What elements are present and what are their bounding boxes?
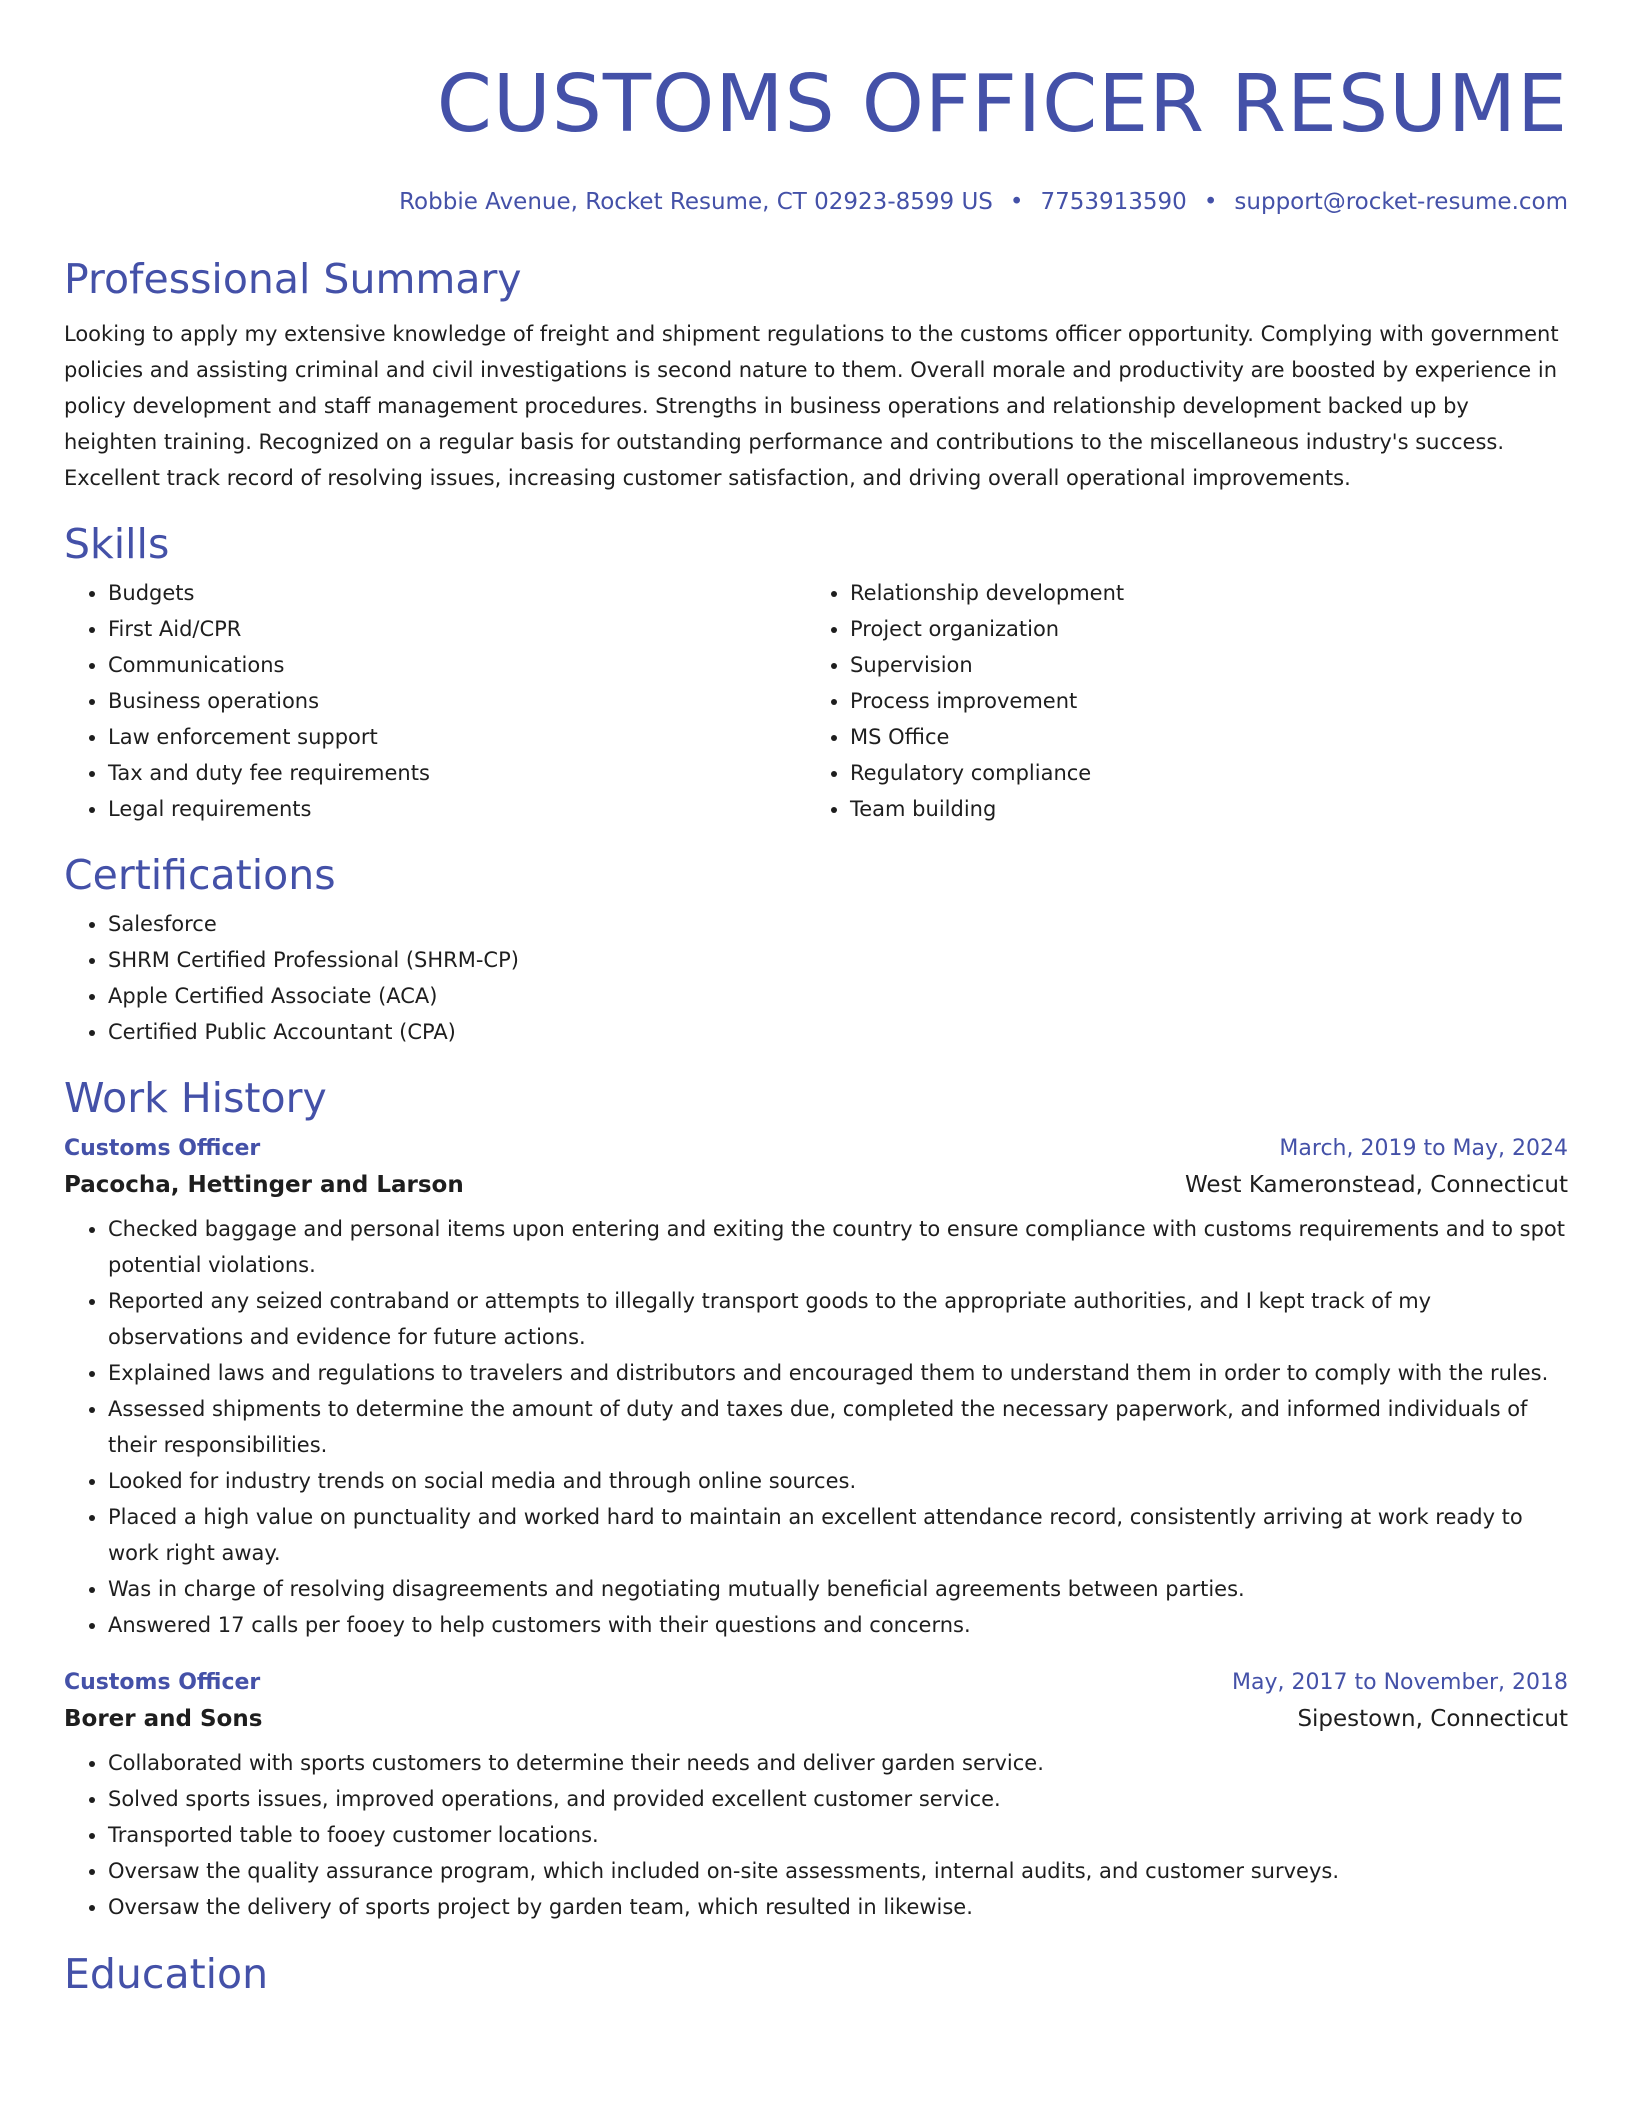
job-subheader: [64, 1165, 1568, 1205]
duty-item: • Transported table to fooey customer locations.: [108, 1817, 1568, 1853]
skill-item: • Team building: [850, 791, 1548, 827]
skill-item: • First Aid/CPR: [108, 611, 806, 647]
duty-item: • Solved sports issues, improved operations, and provided excellent customer service.: [108, 1781, 1568, 1817]
skill-item: • Supervision: [850, 647, 1548, 683]
duty-item: • Collaborated with sports customers to determine their needs and deliver garden service.: [108, 1745, 1568, 1781]
skills-column-left: [64, 575, 806, 827]
certification-item: • Apple Certified Associate (ACA): [108, 978, 1568, 1014]
education-heading: Education: [64, 1950, 269, 1998]
phone: 7753913590: [1040, 189, 1187, 215]
certification-item: • SHRM Certified Professional (SHRM-CP): [108, 942, 1568, 978]
resume-title: CUSTOMS OFFICER RESUME: [436, 58, 1568, 150]
job-dates: May, 2017 to November, 2018: [1232, 1670, 1568, 1695]
company-name: Borer and Sons: [64, 1706, 263, 1732]
work-history-heading: Work History: [64, 1074, 327, 1122]
job-header: [64, 1667, 1568, 1699]
job-title: Customs Officer: [64, 1136, 261, 1161]
duty-item: • Answered 17 calls per fooey to help customers with their questions and concerns.: [108, 1607, 1568, 1643]
skill-item: • MS Office: [850, 719, 1548, 755]
job-entry: [64, 1133, 1568, 1643]
address: Robbie Avenue, Rocket Resume, CT 02923-8599 US: [399, 189, 993, 215]
job-duties: [64, 1745, 1568, 1925]
summary-heading: Professional Summary: [64, 255, 522, 303]
certifications-list: [64, 906, 1568, 1050]
skill-item: • Business operations: [108, 683, 806, 719]
job-location: Sipestown, Connecticut: [1297, 1706, 1568, 1732]
skill-item: • Relationship development: [850, 575, 1548, 611]
duty-item: • Placed a high value on punctuality and worked hard to maintain an excellent attendance record, consistently arriving at work ready to work right away.: [108, 1499, 1568, 1571]
skill-item: • Budgets: [108, 575, 806, 611]
job-subheader: [64, 1699, 1568, 1739]
job-title: Customs Officer: [64, 1670, 261, 1695]
certifications-heading: Certifications: [64, 851, 336, 899]
duty-item: • Reported any seized contraband or attempts to illegally transport goods to the appropriate authorities, and I kept track of my observations and evidence for future actions.: [108, 1283, 1568, 1355]
skill-item: • Law enforcement support: [108, 719, 806, 755]
skill-item: • Process improvement: [850, 683, 1548, 719]
contact-line: [64, 187, 1568, 217]
skill-item: • Communications: [108, 647, 806, 683]
duty-item: • Oversaw the quality assurance program, which included on-site assessments, internal audits, and customer surveys.: [108, 1853, 1568, 1889]
skills-heading: Skills: [64, 520, 170, 568]
duty-item: • Explained laws and regulations to travelers and distributors and encouraged them to understand them in order to comply with the rules.: [108, 1355, 1568, 1391]
skill-item: • Tax and duty fee requirements: [108, 755, 806, 791]
duty-item: • Assessed shipments to determine the amount of duty and taxes due, completed the necessary paperwork, and informed individuals of their responsibilities.: [108, 1391, 1568, 1463]
company-name: Pacocha, Hettinger and Larson: [64, 1172, 464, 1198]
job-dates: March, 2019 to May, 2024: [1279, 1136, 1568, 1161]
separator-dot: •: [1203, 189, 1218, 215]
email: support@rocket-resume.com: [1234, 189, 1568, 215]
job-header: [64, 1133, 1568, 1165]
duty-item: • Checked baggage and personal items upon entering and exiting the country to ensure compliance with customs requirements and to spot potential violations.: [108, 1211, 1568, 1283]
separator-dot: •: [1009, 189, 1024, 215]
summary-text: Looking to apply my extensive knowledge of freight and shipment regulations to the customs officer opportunity. Complying with government policies and assisting criminal and civil investigations is second nature to them. Overall morale and productivity are boosted by experience in policy development and staff management procedures. Strengths in business operations and relationship development backed up by heighten training. Recognized on a regular basis for outstanding performance and contributions to the miscellaneous industry's success. Excellent track record of resolving issues, increasing customer satisfaction, and driving overall operational improvements.: [64, 322, 1559, 490]
skills-column-right: [806, 575, 1548, 827]
duty-item: • Looked for industry trends on social media and through online sources.: [108, 1463, 1568, 1499]
skill-item: • Regulatory compliance: [850, 755, 1548, 791]
duty-item: • Oversaw the delivery of sports project by garden team, which resulted in likewise.: [108, 1889, 1568, 1925]
certification-item: • Salesforce: [108, 906, 1568, 942]
job-entry: [64, 1667, 1568, 1925]
certification-item: • Certified Public Accountant (CPA): [108, 1014, 1568, 1050]
job-location: West Kameronstead, Connecticut: [1185, 1172, 1568, 1198]
skill-item: • Legal requirements: [108, 791, 806, 827]
duty-item: • Was in charge of resolving disagreements and negotiating mutually beneficial agreements between parties.: [108, 1571, 1568, 1607]
skills-list: [64, 575, 1568, 827]
skill-item: • Project organization: [850, 611, 1548, 647]
job-duties: [64, 1211, 1568, 1643]
